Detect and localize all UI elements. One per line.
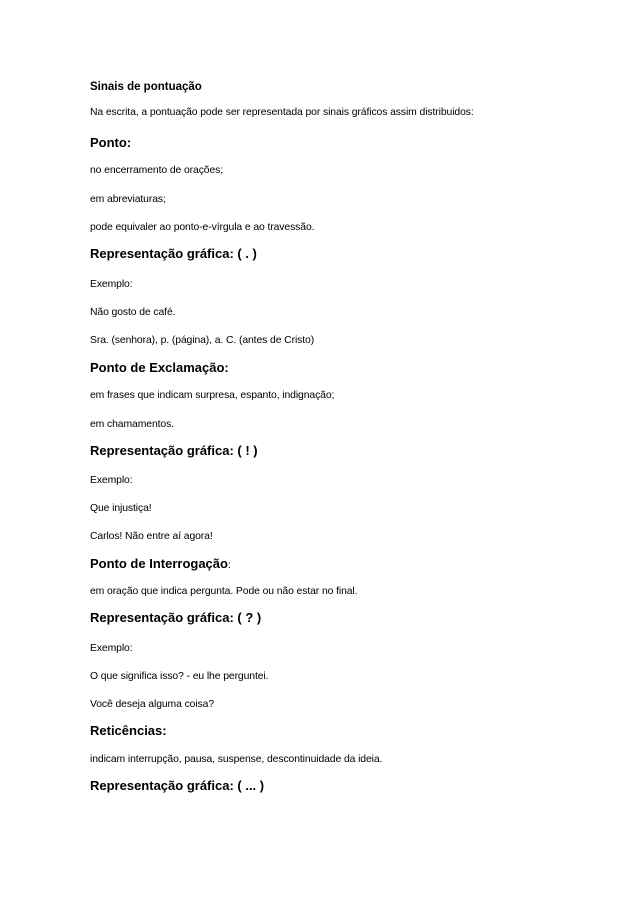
example-line: Que injustiça! [90, 503, 152, 514]
section-heading-interrogacao-colon: : [227, 560, 231, 571]
example-line: Sra. (senhora), p. (página), a. C. (antes de Cristo) [90, 335, 315, 346]
section-heading-reticencias: Reticências: [90, 723, 167, 738]
list-item: no encerramento de orações; [90, 165, 224, 176]
list-item: em chamamentos. [90, 419, 174, 430]
representation-heading-ponto: Representação gráfica: ( . ) [90, 246, 257, 261]
representation-heading-exclamacao: Representação gráfica: ( ! ) [90, 443, 258, 458]
example-label: Exemplo: [90, 643, 133, 654]
representation-heading-interrogacao: Representação gráfica: ( ? ) [90, 610, 262, 625]
example-line: Você deseja alguma coisa? [90, 699, 215, 710]
section-heading-exclamacao: Ponto de Exclamação: [90, 360, 229, 375]
representation-heading-reticencias: Representação gráfica: ( ... ) [90, 778, 265, 793]
list-item: pode equivaler ao ponto-e-vírgula e ao travessão. [90, 222, 315, 233]
list-item: em frases que indicam surpresa, espanto, indignação; [90, 390, 335, 401]
document-title: Sinais de pontuação [90, 81, 202, 93]
section-heading-ponto: Ponto: [90, 135, 132, 150]
example-line: Carlos! Não entre aí agora! [90, 531, 213, 542]
section-heading-interrogacao-text: Ponto de Interrogação [90, 556, 228, 571]
intro-paragraph: Na escrita, a pontuação pode ser representada por sinais gráficos assim distribuidos: [90, 107, 474, 118]
example-line: O que significa isso? - eu lhe perguntei. [90, 671, 269, 682]
list-item: indicam interrupção, pausa, suspense, descontinuidade da ideia. [90, 754, 383, 765]
list-item: em oração que indica pergunta. Pode ou não estar no final. [90, 586, 358, 597]
list-item: em abreviaturas; [90, 194, 166, 205]
example-line: Não gosto de café. [90, 307, 176, 318]
example-label: Exemplo: [90, 279, 133, 290]
section-heading-interrogacao [90, 556, 231, 574]
example-label: Exemplo: [90, 475, 133, 486]
